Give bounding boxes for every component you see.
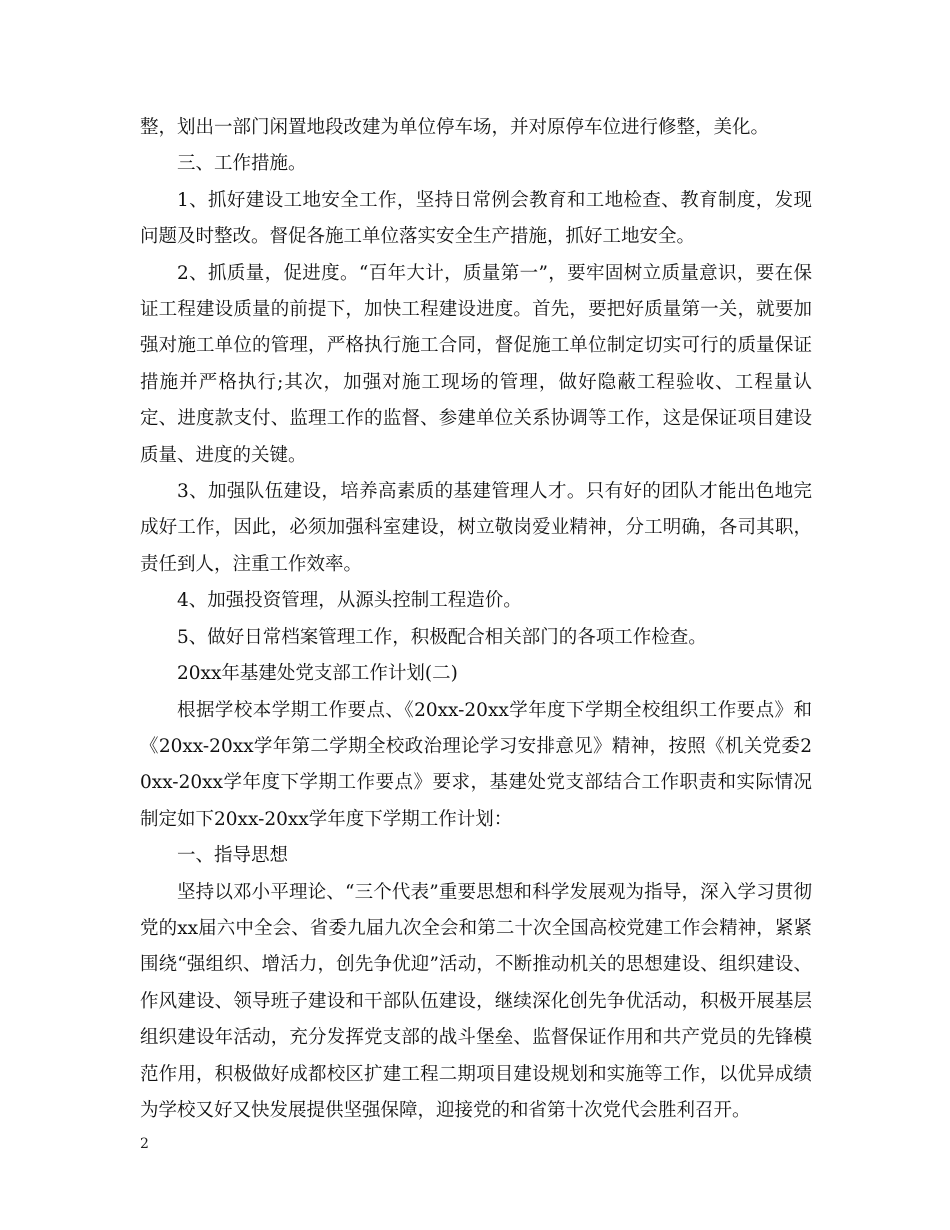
document-body [140, 110, 812, 1129]
paragraph-measure-2: 2、抓质量，促进度。“百年大计，质量第一”，要牢固树立质量意识，要在保证工程建设质量的前提下，加快工程建设进度。首先，要把好质量第一关，就要加强对施工单位的管理，严格执行施工合同，督促施工单位制定切实可行的质量保证措施并严格执行;其次，加强对施工现场的管理，做好隐蔽工程验收、工程量认定、进度款支付、监理工作的监督、参建单位关系协调等工作，这是保证项目建设质量、进度的关键。 [140, 262, 812, 466]
paragraph-measure-4: 4、加强投资管理，从源头控制工程造价。 [177, 590, 522, 612]
paragraph-continuation: 整，划出一部门闲置地段改建为单位停车场，并对原停车位进行修整，美化。 [140, 117, 770, 138]
section-title-plan-two: 20xx年基建处党支部工作计划(二) [177, 663, 458, 685]
paragraph-plan-intro: 根据学校本学期工作要点、《20xx-20xx学年度下学期全校组织工作要点》和《20xx-20xx学年第二学期全校政治理论学习安排意见》精神，按照《机关党委20xx-20xx学年度下学期工作要点》要求，基建处党支部结合工作职责和实际情况制定如下20xx-20xx学年度下学期工作计划： [140, 699, 812, 830]
paragraph-guiding-ideology: 坚持以邓小平理论、“三个代表”重要思想和科学发展观为指导，深入学习贯彻党的xx届六中全会、省委九届九次全会和第二十次全国高校党建工作会精神，紧紧围绕“强组织、增活力，创先争优迎”活动，不断推动机关的思想建设、组织建设、作风建设、领导班子建设和干部队伍建设，继续深化创先争优活动，积极开展基层组织建设年活动，充分发挥党支部的战斗堡垒、监督保证作用和共产党员的先锋模范作用，积极做好成都校区扩建工程二期项目建设规划和实施等工作，以优异成绩为学校又好又快发展提供坚强保障，迎接党的和省第十次党代会胜利召开。 [140, 881, 812, 1121]
heading-guiding-ideology: 一、指导思想 [177, 845, 289, 867]
page-number: 2 [140, 1136, 149, 1152]
paragraph-measure-1: 1、抓好建设工地安全工作，坚持日常例会教育和工地检查、教育制度，发现问题及时整改。督促各施工单位落实安全生产措施，抓好工地安全。 [140, 189, 812, 248]
paragraph-measure-3: 3、加强队伍建设，培养高素质的基建管理人才。只有好的团队才能出色地完成好工作，因此，必须加强科室建设，树立敬岗爱业精神，分工明确，各司其职，责任到人，注重工作效率。 [140, 481, 812, 575]
paragraph-measure-5: 5、做好日常档案管理工作，积极配合相关部门的各项工作检查。 [177, 626, 707, 648]
heading-work-measures: 三、工作措施。 [177, 153, 307, 175]
